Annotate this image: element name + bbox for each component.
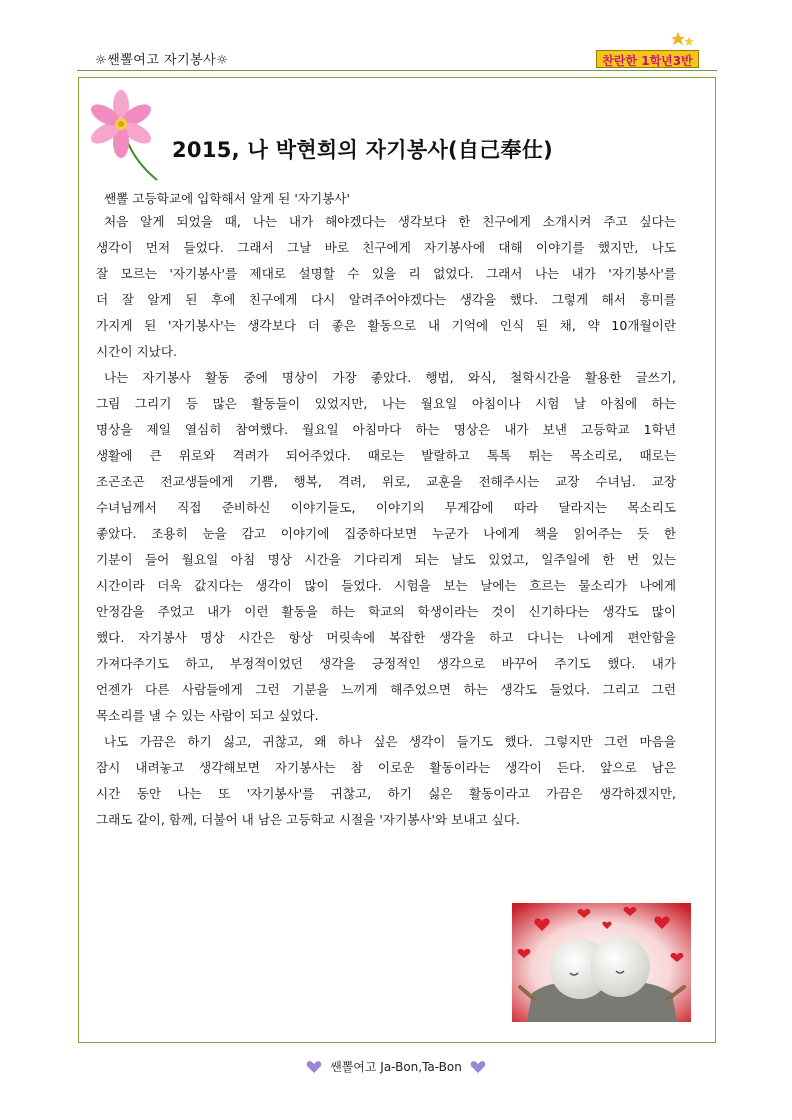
paragraph-2-line: 생활에 큰 위로와 격려가 되어주었다. 때로는 발랄하고 톡톡 튀는 목소리로, 때로는	[96, 448, 676, 463]
cosmos-flower-icon	[85, 88, 165, 183]
paragraph-3-line: 그래도 같이, 함께, 더불어 내 남은 고등학교 시절을 '자기봉사'와 보내고 싶다.	[96, 812, 520, 827]
class-badge	[596, 50, 699, 68]
paragraph-2-line: 수녀님께서 직접 준비하신 이야기들도, 이야기의 무게감에 따라 달라지는 목소리도	[96, 500, 676, 515]
paragraph-1-line: 생각이 먼저 들었다. 그래서 그날 바로 친구에게 자기봉사에 대해 이야기를 했지만, 나도	[96, 240, 676, 255]
header-school-label: ☼쌘뽈여고 자기봉사☼	[95, 53, 229, 68]
heart-icon	[470, 1060, 486, 1074]
document-body	[96, 189, 676, 833]
paragraph-2-line: 그림 그리기 등 많은 활동들이 있었지만, 나는 월요일 아침이나 시험 날 아침에 하는	[96, 396, 676, 411]
paragraph-2-line: 했다. 자기봉사 명상 시간은 항상 머릿속에 복잡한 생각을 하고 다니는 나에게 편안함을	[96, 630, 676, 645]
paragraph-2-line: 가져다주기도 하고, 부정적이었던 생각을 긍정적인 생각으로 바꾸어 주기도 했다. 내가	[96, 656, 676, 671]
paragraph-2-line: 목소리를 낼 수 있는 사람이 되고 싶었다.	[96, 708, 319, 723]
footer-text: 쌘뽈여고 Ja-Bon,Ta-Bon	[330, 1060, 462, 1074]
paragraph-2-line: 조곤조곤 전교생들에게 기쁨, 행복, 격려, 위로, 교훈을 전해주시는 교장 수녀님. 교장	[96, 474, 676, 489]
header-divider	[77, 70, 717, 71]
paragraph-2-line: 나는 자기봉사 활동 중에 명상이 가장 좋았다. 행법, 와식, 철학시간을 활용한 글쓰기,	[104, 370, 676, 385]
hugging-couple-hearts-image	[512, 903, 691, 1022]
star-sparkle-icon	[670, 28, 696, 50]
paragraph-2-line: 좋았다. 조용히 눈을 감고 이야기에 집중하다보면 누군가 나에게 책을 읽어주는 듯 한	[96, 526, 676, 541]
paragraph-3-line: 시간 동안 나는 또 '자기봉사'를 귀찮고, 하기 싫은 활동이라고 가끔은 생각하겠지만,	[96, 786, 676, 801]
heart-icon	[306, 1060, 322, 1074]
intro-line: 쌘뽈 고등학교에 입학해서 알게 된 '자기봉사'	[104, 191, 350, 206]
paragraph-2-line: 언젠가 다른 사람들에게 그런 기분을 느끼게 해주었으면 하는 생각도 들었다. 그리고 그런	[96, 682, 676, 697]
paragraph-2-line: 명상을 제일 열심히 참여했다. 월요일 아침마다 하는 명상은 내가 보낸 고등학교 1학년	[96, 422, 676, 437]
paragraph-2-line: 기분이 들어 월요일 아침 명상 시간을 기다리게 되는 날도 있었고, 일주일에 한 번 있는	[96, 552, 676, 567]
page-footer	[0, 1058, 792, 1075]
paragraph-1-line: 처음 알게 되었을 때, 나는 내가 해야겠다는 생각보다 한 친구에게 소개시켜 주고 싶다는	[104, 214, 676, 229]
class-badge-label: 찬란한 1학년3반	[602, 54, 693, 68]
paragraph-3-line: 잠시 내려놓고 생각해보면 자기봉사는 참 이로운 활동이라는 생각이 든다. 앞으로 남은	[96, 760, 676, 775]
document-title: 2015, 나 박현희의 자기봉사(自己奉仕)	[172, 138, 554, 162]
paragraph-1-line: 더 잘 알게 된 후에 친구에게 다시 알려주어야겠다는 생각을 했다. 그렇게 해서 흥미를	[96, 292, 676, 307]
paragraph-1-line: 잘 모르는 '자기봉사'를 제대로 설명할 수 있을 리 없었다. 그래서 나는 내가 '자기봉사'를	[96, 266, 676, 281]
paragraph-2-line: 시간이라 더욱 값지다는 생각이 많이 들었다. 시험을 보는 날에는 흐르는 물소리가 나에게	[96, 578, 676, 593]
paragraph-1-line: 시간이 지났다.	[96, 344, 177, 359]
paragraph-3-line: 나도 가끔은 하기 싫고, 귀찮고, 왜 하나 싶은 생각이 들기도 했다. 그렇지만 그런 마음을	[104, 734, 676, 749]
paragraph-1-line: 가지게 된 '자기봉사'는 생각보다 더 좋은 활동으로 내 기억에 인식 된 채, 약 10개월이란	[96, 318, 676, 333]
paragraph-2-line: 안정감을 주었고 내가 이런 활동을 하는 학교의 학생이라는 것이 신기하다는 생각도 많이	[96, 604, 676, 619]
